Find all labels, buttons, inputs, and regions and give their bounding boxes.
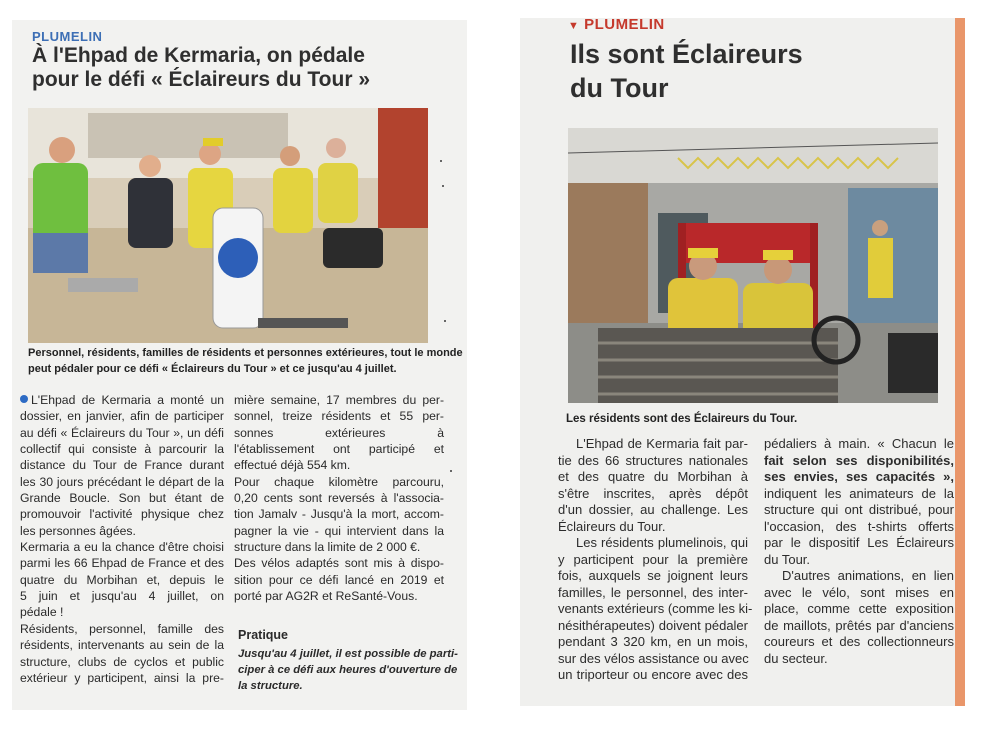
body-line: quatre du Morbihan et, depuis le [20, 572, 224, 587]
pratique-heading: Pratique [238, 628, 289, 642]
right-column-1 [558, 436, 753, 684]
body-line: coureurs et des collectionneurs [764, 634, 954, 649]
body-line: dossier, en janvier, afin de participer [20, 409, 224, 424]
body-line: pagner la vie - qui intervient dans la [234, 523, 444, 538]
body-line: fois, auxquels se joignent leurs [558, 568, 748, 583]
body-line: les personnes âgées. [20, 523, 136, 538]
left-headline-line-2: pour le défi « Éclaireurs du Tour » [32, 67, 371, 91]
photo-residents-pedaling [28, 108, 428, 343]
left-column-2 [234, 392, 444, 604]
body-line: 5 juin et jusqu'au 4 juillet, on [20, 589, 224, 604]
right-kicker [568, 18, 665, 33]
body-line: les 30 jours précédant le départ de la [20, 474, 224, 489]
body-line: du secteur. [764, 650, 828, 666]
page-speck [450, 470, 452, 472]
left-headline [32, 44, 370, 91]
body-line: s'être inscrites, après dépôt [558, 485, 748, 501]
right-kicker-text: PLUMELIN [584, 18, 665, 33]
body-line: venants extérieurs (comme les ki- [558, 601, 753, 616]
body-line: mière semaine, 17 membres du per- [234, 393, 444, 407]
body-line: sonnel, treize résidents et 55 per- [234, 409, 444, 424]
left-caption-line-1: Personnel, résidents, familles de résidents et personnes extérieures, tout le monde [28, 347, 463, 359]
body-line: parmi les 66 Ehpad de France et des [20, 556, 224, 571]
photo-residents-triporteur [568, 128, 938, 403]
quote-line: fait selon ses disponibilités, [764, 452, 954, 468]
body-line: au défi « Éclaireurs du Tour », un défi [20, 425, 224, 440]
body-line: et des quatre du Morbihan à [558, 469, 748, 484]
pratique-line: ciper à ce défi aux heures d'ouverture de [238, 664, 458, 677]
left-kicker: PLUMELIN [32, 29, 103, 44]
body-line: structure qui ont distribué, pour [764, 502, 954, 517]
body-line: porté par AG2R et ReSanté-Vous. [234, 589, 418, 604]
body-line: collectif qui consiste à parcourir la [20, 442, 224, 457]
body-line: par le dispositif Les Éclaireurs [764, 535, 954, 550]
body-line: y participent pour la première [558, 551, 748, 567]
body-line: structure dans la limite de 2 000 €. [234, 540, 421, 555]
body-line: tion Jamalv - Jusqu'à la mort, accom- [234, 507, 444, 522]
body-line: un triporteur ou encore avec des [558, 667, 748, 682]
body-line: pendant 3 320 km, en un mois, [558, 634, 748, 649]
right-headline-line-2: du Tour [570, 72, 669, 103]
left-column-1 [20, 392, 224, 686]
body-line: de maillots, prêtés par d'anciens [764, 617, 954, 633]
body-line: indiquent les animateurs de la [764, 485, 954, 501]
body-line: sition pour ce défi lancé en 2019 et [234, 572, 444, 587]
body-line: Des vélos adaptés sont mis à dispo- [234, 556, 444, 571]
body-line: extérieur y participent, ainsi la pre- [20, 670, 224, 685]
left-caption [28, 346, 463, 377]
triangle-marker-icon: ▼ [568, 20, 580, 32]
body-line: d'un dossier, au challenge. Les [558, 502, 748, 517]
right-photo [568, 128, 938, 403]
body-line: sonnes extérieures à [234, 425, 444, 440]
body-line: 0,20 cents sont reversés à l'associa- [234, 491, 444, 506]
body-line: Résidents, personnel, famille des [20, 621, 224, 636]
body-line: l'occasion, des t-shirts offerts [764, 518, 954, 534]
body-line: avec le vélo, sont mises en [764, 584, 954, 600]
left-photo [28, 108, 428, 343]
body-line: promouvoir l'activité physique chez [20, 507, 224, 522]
body-line: résidents, intervenants au sein de la [20, 638, 224, 653]
body-line: structure, clubs de cyclos et public [20, 654, 224, 669]
body-line: Pour chaque kilomètre parcouru, [234, 474, 444, 489]
pratique-text [238, 646, 458, 694]
left-caption-line-2: peut pédaler pour ce défi « Éclaireurs du Tour » et ce jusqu'au 4 juillet. [28, 362, 397, 375]
body-line-text: pédaliers à main. « Chacun le [764, 436, 954, 451]
quote-line: ses envies, ses capacités », [764, 469, 954, 484]
body-line: tie des 66 structures nationales [558, 452, 748, 468]
body-line: place, comme cette exposition [764, 601, 954, 616]
page-speck [442, 185, 444, 187]
pratique-line: la structure. [238, 680, 303, 693]
body-line [764, 436, 954, 453]
paper-edge [955, 18, 965, 706]
body-line: distance du Tour de France durant [20, 458, 224, 473]
body-line: L'Ehpad de Kermaria fait par- [576, 436, 748, 451]
body-line: L'Ehpad de Kermaria a monté un [31, 393, 224, 407]
left-headline-line-1: À l'Ehpad de Kermaria, on pédale [32, 44, 365, 67]
right-headline [570, 38, 803, 106]
body-line: effectué déjà 554 km. [234, 458, 351, 473]
body-line: Les résidents plumelinois, qui [576, 535, 748, 550]
right-caption: Les résidents sont des Éclaireurs du Tour. [566, 413, 798, 425]
right-headline-line-1: Ils sont Éclaireurs [570, 39, 803, 69]
body-line: nésithérapeutes) doivent pédaler [558, 617, 748, 633]
body-line: sur des vélos assistance ou avec [558, 650, 749, 666]
body-line: l'établissement ont participé et [234, 442, 444, 457]
body-line: du Tour. [764, 551, 811, 567]
body-line: pédale ! [20, 605, 64, 620]
page-speck [444, 320, 446, 322]
body-line: Kermaria a eu la chance d'être choisi [20, 540, 224, 555]
pratique-line: Jusqu'au 4 juillet, il est possible de parti- [238, 648, 458, 660]
bullet-icon [20, 395, 28, 403]
body-line: Éclaireurs du Tour. [558, 518, 666, 534]
body-line: familles, le personnel, des inter- [558, 584, 748, 600]
right-column-2 [764, 436, 954, 667]
body-line: D'autres animations, en lien [782, 568, 954, 583]
body-line: Grande Boucle. Son but étant de [20, 491, 224, 506]
left-article-clipping [12, 20, 467, 710]
right-article-clipping [520, 18, 965, 706]
page-speck [440, 160, 442, 162]
